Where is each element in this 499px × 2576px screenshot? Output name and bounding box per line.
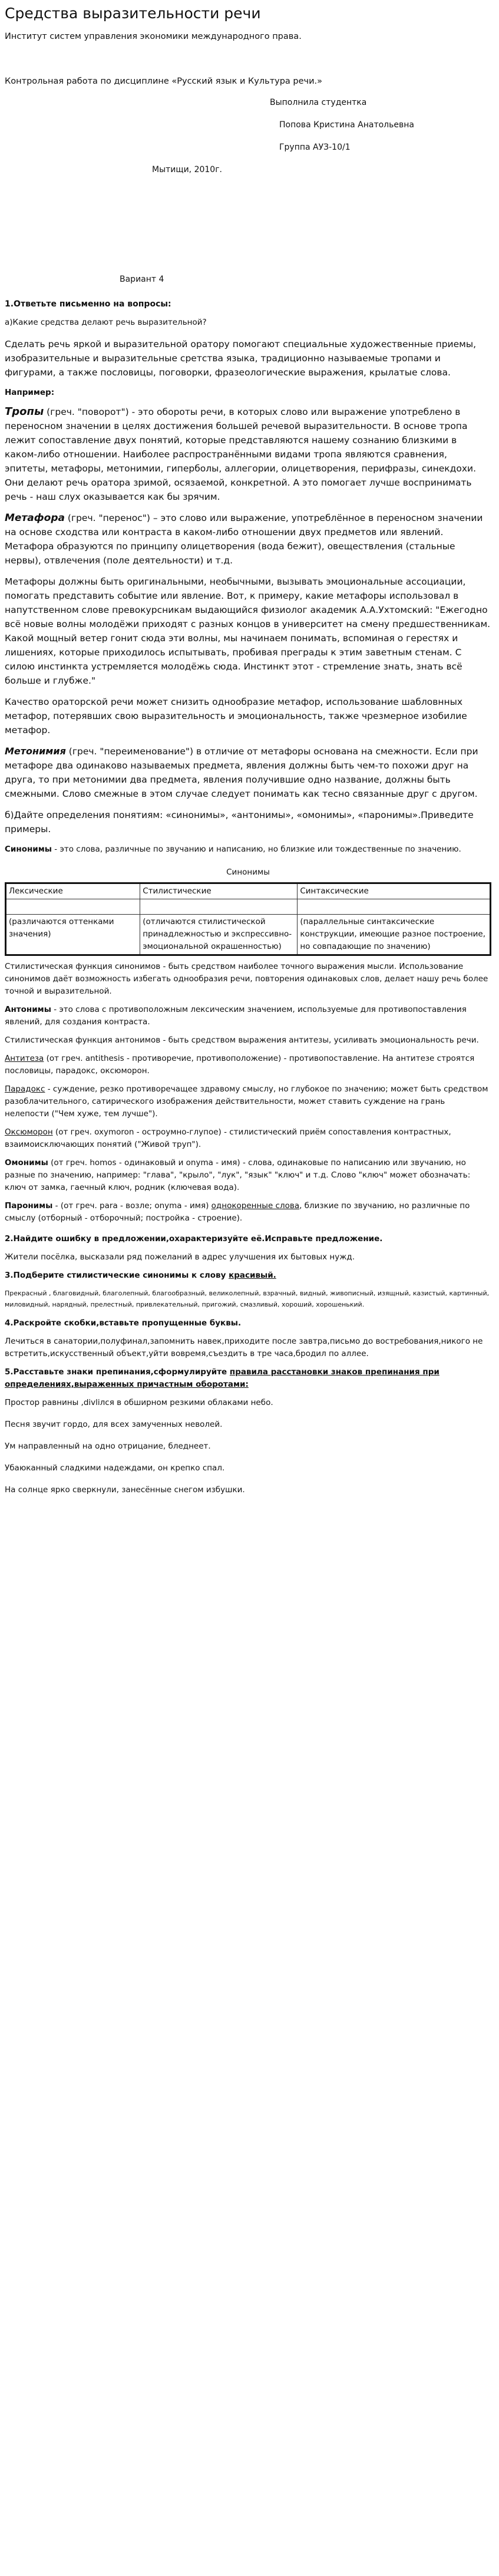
antonyms-paragraph xyxy=(5,1004,491,1028)
oxymoron-term: Оксюморон xyxy=(5,1127,53,1137)
table-cell xyxy=(298,899,491,915)
antithesis-text: (от греч. antithesis - противоречие, противоположение) - противопоставление. На антитезе строятся пословицы, парадокс, оксюморон. xyxy=(5,1054,475,1076)
table-row xyxy=(6,915,491,955)
synonyms-paragraph xyxy=(5,843,491,856)
student-block xyxy=(270,95,491,154)
institute-line: Институт систем управления экономики международного права. xyxy=(5,32,302,41)
synonyms-term: Синонимы xyxy=(5,845,52,854)
metaphor-text: (греч. "перенос") – это слово или выражение, употреблённое в переносном значении на основе сходства или контраста в каком-либо отношении двух предметов или явлений. Метафора образуются по принципу олицетворения (вода бежит), овеществления (стальные нервы), отвлечения (поле деятельности) и т.д. xyxy=(5,513,483,566)
metaphor-term: Метафора xyxy=(5,512,65,524)
antonyms-term: Антонимы xyxy=(5,1005,51,1014)
q3-heading-text: 3.Подберите стилистические синонимы к слову xyxy=(5,1271,229,1280)
table-row xyxy=(6,899,491,915)
paronyms-paragraph xyxy=(5,1200,491,1225)
q4-heading: 4.Раскройте скобки,вставьте пропущенные буквы. xyxy=(5,1318,242,1328)
antithesis-paragraph xyxy=(5,1053,491,1077)
homonyms-text: (от греч. homos - одинаковый и onyma - имя) - слова, одинаковые по написанию или звучанию, но разные по значению, например: "глава", "крыло", "лук", "язык" "ключ" и т.д. Слово "ключ" может обозначать: ключ от замка, гаечный ключ, родник (ключевая вода). xyxy=(5,1158,471,1192)
table-header-cell: Стилистические xyxy=(140,883,298,899)
table-header-cell: Лексические xyxy=(6,883,140,899)
table-cell: (отличаются стилистической принадлежностью и экспрессивно-эмоциональной окрашенностью) xyxy=(140,915,298,955)
metonymy-term: Метонимия xyxy=(5,746,66,757)
synonyms-style-paragraph: Стилистическая функция синонимов - быть средством наиболее точного выражения мысли. Использование синонимов даёт возможность избегать однообразия речи, повторения одинаковых слов, делает нашу речь более точной и выразительной. xyxy=(5,962,488,996)
q3-heading xyxy=(5,1269,491,1282)
metonymy-text: (греч. "переименование") в отличие от метафоры основана на смежности. Если при метафоре два одинаково называемых предмета, явления должны быть чем-то похожи друг на друга, то при метонимии два предмета, явления получившие одно название, должны быть смежными. Слово смежные в этом случае следует понимать как тесно связанные друг с другом. xyxy=(5,746,478,799)
antithesis-term: Антитеза xyxy=(5,1054,44,1063)
table-cell xyxy=(6,899,140,915)
metaphor-paragraph-2: Метафоры должны быть оригинальными, необычными, вызывать эмоциональные ассоциации, помогать представить событие или явление. Вот, к примеру, какие метафоры использовал в напутственном слове превокурсникам выдающийся физиолог академик А.А.Ухтомский: "Ежегодно всё новые волны молодёжи приходят с разных концов в университет на смену предшественникам. Какой мощный ветер гонит сюда эти волны, мы начинаем понимать, вспоминая о герестях и лишениях, которые приходилось испытывать, пробивая преграды к этим заветным стенам. С силою инстинкта устремляется молодёжь сюда. Инстинкт этот - стремление знать, знать всё больше и глубже." xyxy=(5,576,491,686)
document-title: Средства выразительности речи xyxy=(5,5,261,22)
q5-sentence: Ум направленный на одно отрицание, бледнеет. xyxy=(5,1442,211,1451)
q5-sentence: Песня звучит гордо, для всех замученных неволей. xyxy=(5,1420,223,1429)
q3-answer: Прекрасный , благовидный, благолепный, благообразный, великолепный, взрачный, видный, живописный, изящный, казистый, картинный, миловидный, нарядный, прелестный, привлекательный, пригожий, смазливый, хороший, хорошенький. xyxy=(5,1289,490,1308)
q3-heading-word: красивый. xyxy=(229,1271,276,1280)
table-cell: (различаются оттенками значения) xyxy=(6,915,140,955)
oxymoron-text: (от греч. oxymoron - остроумно-глупое) - стилистический приём сопоставления контрастных, взаимоисключающих понятий ("Живой труп"). xyxy=(5,1127,451,1149)
paronyms-link[interactable]: однокоренные слова xyxy=(211,1201,300,1211)
homonyms-term: Омонимы xyxy=(5,1158,48,1167)
paradox-paragraph xyxy=(5,1083,491,1120)
variant-label: Вариант 4 xyxy=(120,275,164,284)
tropes-term: Тропы xyxy=(5,405,44,418)
q4-text: Лечиться в санатории,полуфинал,запомнить навек,приходите после завтра,письмо до востребования,никого не встретить,искусственный объект,уйти вовремя,съездить в тре часа,бродил по аллее. xyxy=(5,1337,483,1358)
paradox-term: Парадокс xyxy=(5,1084,45,1094)
document-page xyxy=(5,5,491,1506)
q1-heading: 1.Ответьте письменно на вопросы: xyxy=(5,299,171,309)
synonyms-text: - это слова, различные по звучанию и написанию, но близкие или тождественные по значению. xyxy=(52,845,461,854)
spacer xyxy=(5,184,491,272)
tropes-text: (греч. "поворот") - это обороты речи, в которых слово или выражение употреблено в переносном значении в целях достижения большей речевой выразительности. В основе тропа лежит сопоставление двух понятий, которые представляются нашему сознанию близкими в каком-либо отношении. Наиболее распространёнными видами тропа являются сравнения, эпитеты, метафоры, метонимии, гиперболы, аллегории, олицетворения, перифразы, синекдохи. Они делают речь оратора зримой, осязаемой, конкретной. А это помогает лучше воспринимать речь - наш слух оказывается как бы зрячим. xyxy=(5,407,477,502)
q5-heading-underlined: правила расстановки знаков препинания при определениях,выраженных причастным оборотами: xyxy=(5,1367,439,1389)
table-header-row xyxy=(6,883,491,899)
q5-sentence: Простор равнины ,divliлся в обширном резкими облаками небо. xyxy=(5,1398,273,1407)
metaphor-paragraph-3: Качество ораторской речи может снизить однообразие метафор, использование шабловнных метафор, потерявших свою выразительность и эмоциональность, также чрезмерное изобилие метафор. xyxy=(5,697,467,735)
q5-sentence: На солнце ярко сверкнули, занесённые снегом избушки. xyxy=(5,1485,245,1495)
homonyms-paragraph xyxy=(5,1157,491,1194)
paradox-text: - суждение, резко противоречащее здравому смыслу, но глубокое по значению; может быть средством разоблачительного, сатирического изображения действительности, может ставить суждение на грань нелепости ("Чем хуже, тем лучше"). xyxy=(5,1084,488,1119)
q2-sentence: Жители посёлка, высказали ряд пожеланий в адрес улучшения их бытовых нужд. xyxy=(5,1252,355,1262)
tropes-paragraph xyxy=(5,405,491,504)
synonyms-table-caption: Синонимы xyxy=(226,868,270,877)
metonymy-paragraph xyxy=(5,744,491,801)
city-year: Мытищи, 2010г. xyxy=(152,165,223,174)
synonyms-table xyxy=(5,882,491,956)
q1-question-a: а)Какие средства делают речь выразительной? xyxy=(5,318,207,327)
examples-label: Например: xyxy=(5,388,55,397)
work-title: Контрольная работа по дисциплине «Русский язык и Культура речи.» xyxy=(5,77,323,86)
spacer xyxy=(5,51,491,74)
q2-heading: 2.Найдите ошибку в предложении,охарактеризуйте её.Исправьте предложение. xyxy=(5,1234,383,1244)
paronyms-term: Паронимы xyxy=(5,1201,53,1211)
paronyms-text-a: - (от греч. para - возле; onyma - имя) xyxy=(52,1201,212,1211)
answer-intro: Сделать речь яркой и выразительной оратору помогают специальные художественные приемы, изобразительные и выразительные сретства языка, традиционно называемые тропами и фигурами, а также пословицы, поговорки, фразеологические выражения, крылатые слова. xyxy=(5,339,477,378)
antonyms-text: - это слова с противоположным лексическим значением, используемые для противопоставления явлений, для создания контраста. xyxy=(5,1005,467,1027)
oxymoron-paragraph xyxy=(5,1126,491,1151)
metaphor-paragraph xyxy=(5,511,491,568)
table-header-cell: Синтаксические xyxy=(298,883,491,899)
q5-heading xyxy=(5,1366,491,1391)
student-name: Попова Кристина Анатольевна xyxy=(279,120,414,130)
q5-sentence: Убаюканный сладкими надеждами, он крепко спал. xyxy=(5,1463,225,1473)
table-cell: (параллельные синтаксические конструкции, имеющие разное построение, но совпадающие по значению) xyxy=(298,915,491,955)
paronyms-text-b: , близкие по звучанию, но различные по смыслу (отборный - отборочный; постройка - строение). xyxy=(5,1201,470,1223)
antonyms-style-paragraph: Стилистическая функция антонимов - быть средством выражения антитезы, усиливать эмоциональность речи. xyxy=(5,1035,479,1045)
q5-heading-text: 5.Расставьте знаки препинания,сформулируйте xyxy=(5,1367,230,1377)
table-cell xyxy=(140,899,298,915)
student-group: Группа АУЗ-10/1 xyxy=(279,143,351,152)
q1-question-b: б)Дайте определения понятиям: «синонимы», «антонимы», «омонимы», «паронимы».Приведите примеры. xyxy=(5,810,474,835)
student-role: Выполнила студентка xyxy=(270,98,367,107)
